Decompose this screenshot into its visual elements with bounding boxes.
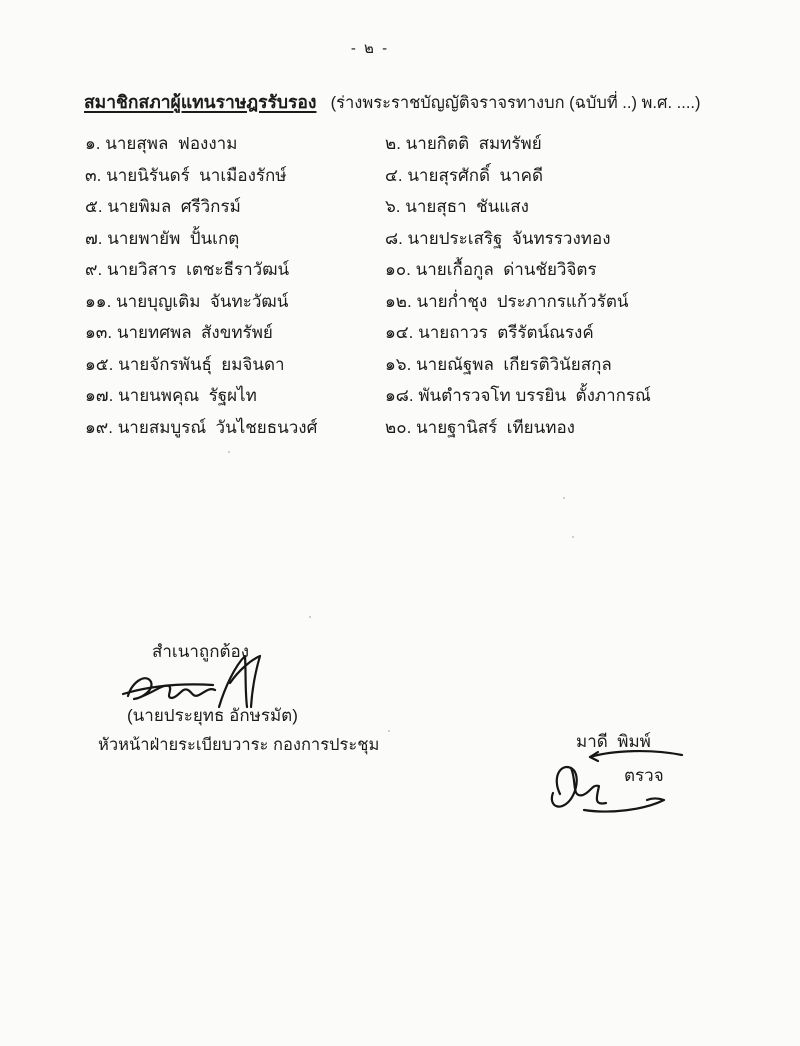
member-name: ๑๑. นายบุญเติม จันทะวัฒน์ [85,291,289,311]
member-name: ๕. นายพิมล ศรีวิกรม์ [85,197,241,216]
scan-speck [563,497,565,499]
typist-name: มาดี พิมพ์ [576,732,651,751]
heading-spacer [321,93,326,112]
member-name: ๑๘. พันตำรวจโท บรรยิน ตั้งภากรณ์ [385,386,651,405]
member-name: ๙. นายวิสาร เตชะธีราวัฒน์ [85,260,290,279]
member-name: ๑๓. นายทศพล สังขทรัพย์ [85,323,273,342]
signer-title: หัวหน้าฝ่ายระเบียบวาระ กองการประชุม [98,736,380,754]
member-name: ๑๕. นายจักรพันธุ์ ยมจินดา [85,354,285,374]
member-name: ๒๐. นายฐานิสร์ เทียนทอง [385,417,575,437]
member-row [85,156,765,188]
member-name: ๑๖. นายณัฐพล เกียรติวินัยสกุล [385,354,612,374]
member-name: ๑๒. นายก่ำชุง ประภากรแก้วรัตน์ [385,291,629,311]
member-name: ๔. นายสุรศักดิ์ นาคดี [385,165,544,185]
signer-name: (นายประยุทธ อักษรมัต) [127,706,298,725]
member-list [85,124,765,439]
member-name: ๓. นายนิรันดร์ นาเมืองรักษ์ [85,165,287,185]
document-heading [84,88,764,116]
member-row [85,345,765,377]
member-row [85,408,765,440]
heading-title: สมาชิกสภาผู้แทนราษฎรรับรอง [84,92,317,112]
member-row [85,282,765,314]
member-name: ๑๔. นายถาวร ตรีรัตน์ณรงค์ [385,323,594,342]
heading-detail: (ร่างพระราชบัญญัติจราจรทางบก (ฉบับที่ ..) พ.ศ. ....) [330,94,701,112]
checked-label: ตรวจ [624,766,664,785]
member-name: ๑๐. นายเกื้อกูล ด่านชัยวิจิตร [385,260,597,279]
member-row [85,313,765,345]
scan-speck [309,616,311,618]
certified-copy-label: สำเนาถูกต้อง [152,642,250,661]
member-row [85,219,765,251]
scan-speck [388,730,390,732]
review-block [540,726,740,826]
member-name: ๖. นายสุธา ชันแสง [385,197,529,216]
member-name: ๑๙. นายสมบูรณ์ วันไชยธนวงศ์ [85,417,318,437]
member-row [85,250,765,282]
scan-speck [572,536,574,538]
member-name: ๑๗. นายนพคุณ รัฐผไท [85,386,257,405]
member-row [85,376,765,408]
member-name: ๗. นายพายัพ ปั้นเกตุ [85,228,240,248]
scan-speck [228,451,230,453]
member-name: ๒. นายกิตติ สมทรัพย์ [385,134,542,153]
page-number: - ๒ - [350,40,390,57]
check-signature-icon [540,748,690,818]
member-row [85,124,765,156]
member-name: ๑. นายสุพล ฟองงาม [85,134,238,153]
member-name: ๘. นายประเสริฐ จันทรรวงทอง [385,228,611,248]
member-row [85,187,765,219]
